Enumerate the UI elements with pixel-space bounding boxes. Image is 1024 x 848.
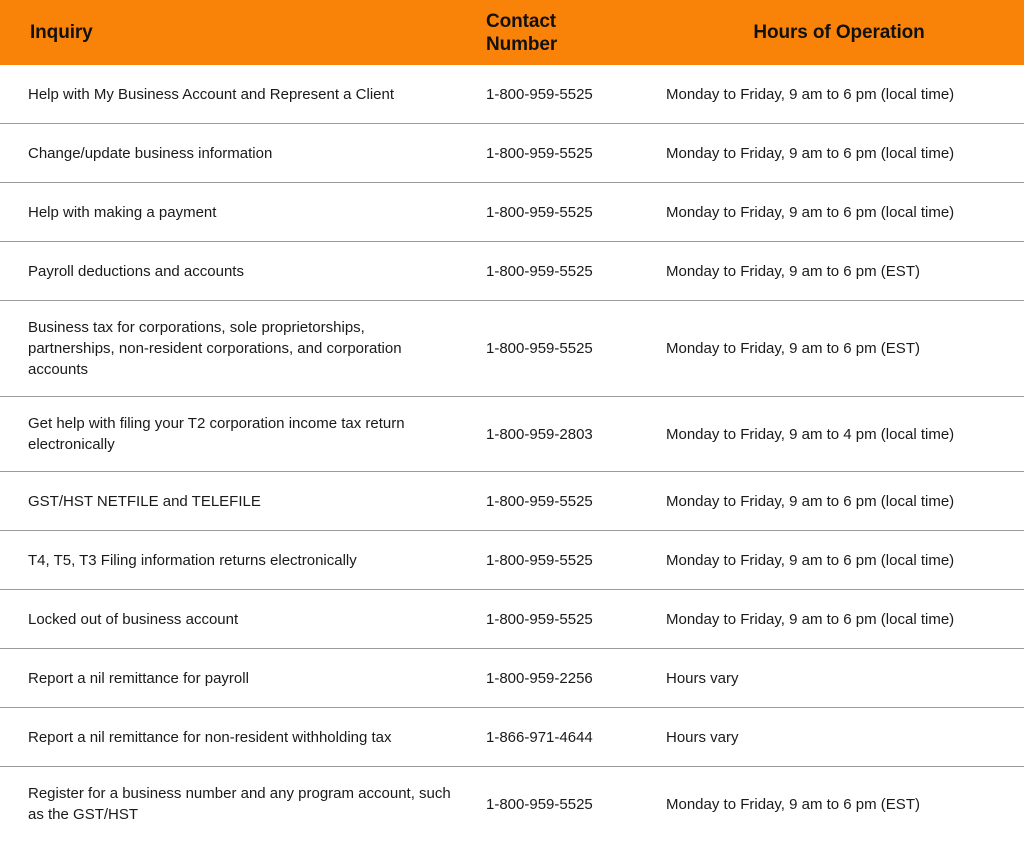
table-row	[0, 590, 1024, 649]
cell-contact-number: 1-800-959-5525	[469, 183, 654, 242]
table-row	[0, 301, 1024, 397]
cell-contact-number: 1-800-959-5525	[469, 124, 654, 183]
table-row	[0, 65, 1024, 124]
cell-hours: Monday to Friday, 9 am to 6 pm (local time)	[654, 124, 1024, 183]
table-row	[0, 242, 1024, 301]
column-header-contact-number	[469, 0, 654, 65]
cell-contact-number: 1-866-971-4644	[469, 708, 654, 767]
table-header-row	[0, 0, 1024, 65]
table-row	[0, 649, 1024, 708]
cell-hours: Monday to Friday, 9 am to 6 pm (local time)	[654, 183, 1024, 242]
cell-hours: Monday to Friday, 9 am to 4 pm (local time)	[654, 397, 1024, 472]
table-row	[0, 397, 1024, 472]
cell-inquiry: T4, T5, T3 Filing information returns electronically	[0, 531, 469, 590]
table-row	[0, 708, 1024, 767]
column-header-contact-number-line1: Contact	[486, 10, 557, 32]
cell-inquiry: Get help with filing your T2 corporation income tax return electronically	[0, 397, 469, 472]
table-row	[0, 472, 1024, 531]
cell-hours: Monday to Friday, 9 am to 6 pm (local time)	[654, 590, 1024, 649]
cell-hours: Monday to Friday, 9 am to 6 pm (EST)	[654, 242, 1024, 301]
cell-contact-number: 1-800-959-5525	[469, 242, 654, 301]
cell-inquiry: GST/HST NETFILE and TELEFILE	[0, 472, 469, 531]
cell-inquiry: Help with My Business Account and Represent a Client	[0, 65, 469, 124]
cell-inquiry: Report a nil remittance for payroll	[0, 649, 469, 708]
cell-inquiry: Register for a business number and any program account, such as the GST/HST	[0, 767, 469, 842]
table-header	[0, 0, 1024, 65]
cell-inquiry: Locked out of business account	[0, 590, 469, 649]
table-row	[0, 183, 1024, 242]
cell-inquiry: Help with making a payment	[0, 183, 469, 242]
column-header-hours-label: Hours of Operation	[753, 22, 925, 43]
cell-hours: Monday to Friday, 9 am to 6 pm (local time)	[654, 472, 1024, 531]
column-header-inquiry-label: Inquiry	[30, 22, 93, 43]
cell-hours: Monday to Friday, 9 am to 6 pm (local time)	[654, 531, 1024, 590]
cell-hours: Monday to Friday, 9 am to 6 pm (EST)	[654, 767, 1024, 842]
column-header-contact-number-line2: Number	[486, 33, 558, 55]
cell-inquiry: Payroll deductions and accounts	[0, 242, 469, 301]
cell-contact-number: 1-800-959-5525	[469, 472, 654, 531]
table-row	[0, 531, 1024, 590]
cell-hours: Monday to Friday, 9 am to 6 pm (local time)	[654, 65, 1024, 124]
cell-hours: Hours vary	[654, 708, 1024, 767]
cell-contact-number: 1-800-959-5525	[469, 301, 654, 397]
cell-contact-number: 1-800-959-2256	[469, 649, 654, 708]
table-row	[0, 124, 1024, 183]
cell-contact-number: 1-800-959-2803	[469, 397, 654, 472]
cell-contact-number: 1-800-959-5525	[469, 531, 654, 590]
column-header-hours-of-operation	[654, 0, 1024, 65]
column-header-inquiry	[0, 0, 469, 65]
cell-inquiry: Business tax for corporations, sole proprietorships, partnerships, non-resident corporations, and corporation accounts	[0, 301, 469, 397]
cell-hours: Monday to Friday, 9 am to 6 pm (EST)	[654, 301, 1024, 397]
table-body	[0, 65, 1024, 841]
cell-contact-number: 1-800-959-5525	[469, 65, 654, 124]
cell-contact-number: 1-800-959-5525	[469, 590, 654, 649]
cell-inquiry: Report a nil remittance for non-resident withholding tax	[0, 708, 469, 767]
cell-inquiry: Change/update business information	[0, 124, 469, 183]
table-row	[0, 767, 1024, 842]
cell-contact-number: 1-800-959-5525	[469, 767, 654, 842]
cell-hours: Hours vary	[654, 649, 1024, 708]
